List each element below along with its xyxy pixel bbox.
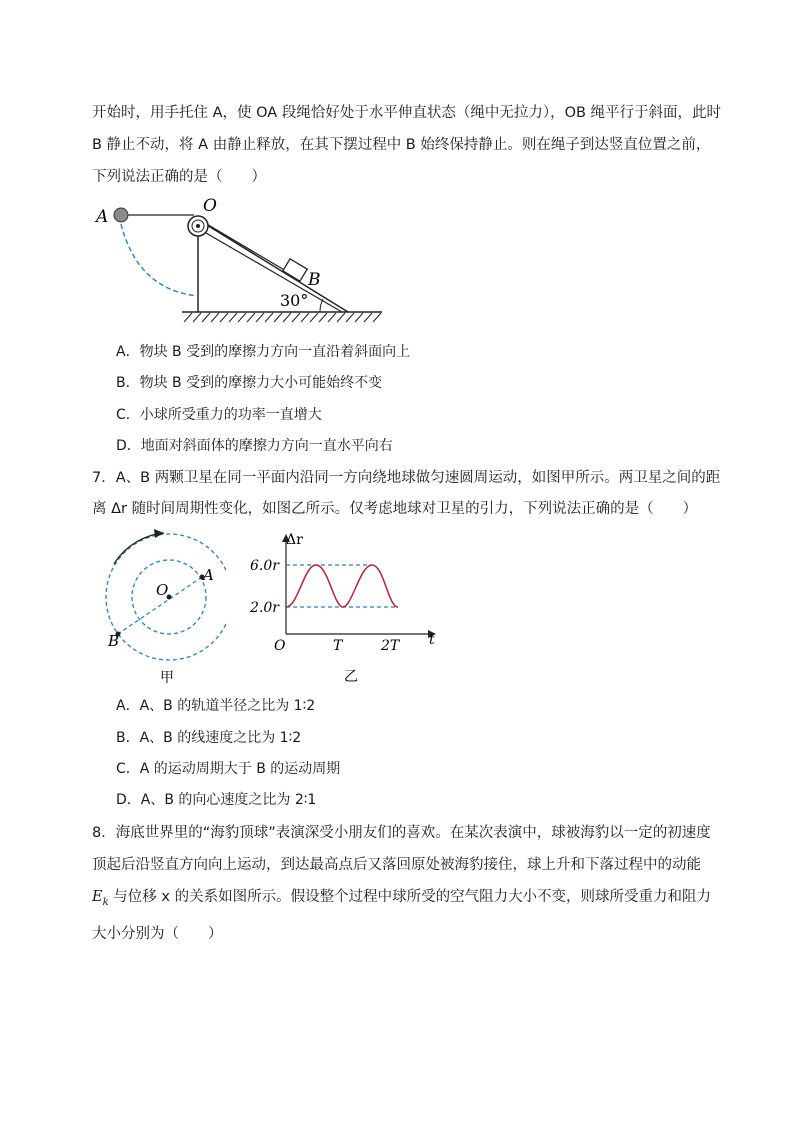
q6-line-2: B 静止不动，将 A 由静止释放，在其下摆过程中 B 始终保持静止。则在绳子到达竖直位置之前， [92,137,711,153]
q6-option-d: D．地面对斜面体的摩擦力方向一直水平向右 [116,438,393,454]
q8-line-2: 顶起后沿竖直方向向上运动，到达最高点后又落回原处被海豹接住，球上升和下落过程中的动能 [92,857,701,873]
q7-option-d: D．A、B 的向心速度之比为 2∶1 [116,792,317,808]
ek-symbol: $E_k$ [92,889,109,908]
q7-option-a: A．A、B 的轨道半径之比为 1∶2 [116,698,316,714]
jia-label-o: O [156,581,169,599]
delta-r-curve [286,565,398,607]
yi-x-t: T [333,638,343,654]
q7-option-c: C．A 的运动周期大于 B 的运动周期 [116,761,341,777]
jia-label-b: B [108,632,120,650]
q6-option-b: B．物块 B 受到的摩擦力大小可能始终不变 [116,375,383,391]
q7-option-b: B．A、B 的线速度之比为 1∶2 [116,730,302,746]
q6-option-c: C．小球所受重力的功率一直增大 [116,407,322,423]
yi-origin: O [274,638,286,654]
q8-line-1: 8．海底世界里的“海豹顶球”表演深受小朋友们的喜欢。在某次表演中，球被海豹以一定的初速度 [92,825,711,841]
yi-y-axis: Δr [286,532,303,548]
yi-x-2t: 2T [381,638,400,654]
q7-line-1: 7．A、B 两颗卫星在同一平面内沿同一方向绕地球做匀速圆周运动，如图甲所示。两卫星之间的距 [92,470,721,486]
q7-figure-yi [248,530,448,688]
q6-option-a: A．物块 B 受到的摩擦力方向一直沿着斜面向上 [116,344,411,360]
q6-figure [90,192,390,324]
q8-line-3: 与位移 x 的关系如图所示。假设整个过程中球所受的空气阻力大小不变，则球所受重力和阻力 [113,889,712,905]
q6-line-3: 下列说法正确的是（ ） [92,169,266,185]
q8-line-4: 大小分别为（ ） [92,926,223,942]
jia-label-a: A [203,566,214,584]
q8-line-3-wrap [92,885,711,908]
q6-line-1: 开始时，用手托住 A，使 OA 段绳恰好处于水平伸直状态（绳中无拉力），OB 绳平行于斜面，此时 [92,105,722,121]
jia-caption: 甲 [160,670,174,686]
yi-x-axis: t [429,632,435,648]
label-o: O [203,196,217,216]
label-a: A [96,207,109,227]
angle-label: 30° [280,291,309,310]
label-b: B [308,270,321,290]
yi-y-high: 6.0r [250,558,279,574]
ball-a [114,208,128,222]
q7-line-2: 离 Δr 随时间周期性变化，如图乙所示。仅考虑地球对卫星的引力，下列说法正确的是（ ） [92,501,698,517]
yi-caption: 乙 [344,669,358,685]
yi-y-low: 2.0r [250,600,279,616]
q7-figure-jia [96,524,226,688]
